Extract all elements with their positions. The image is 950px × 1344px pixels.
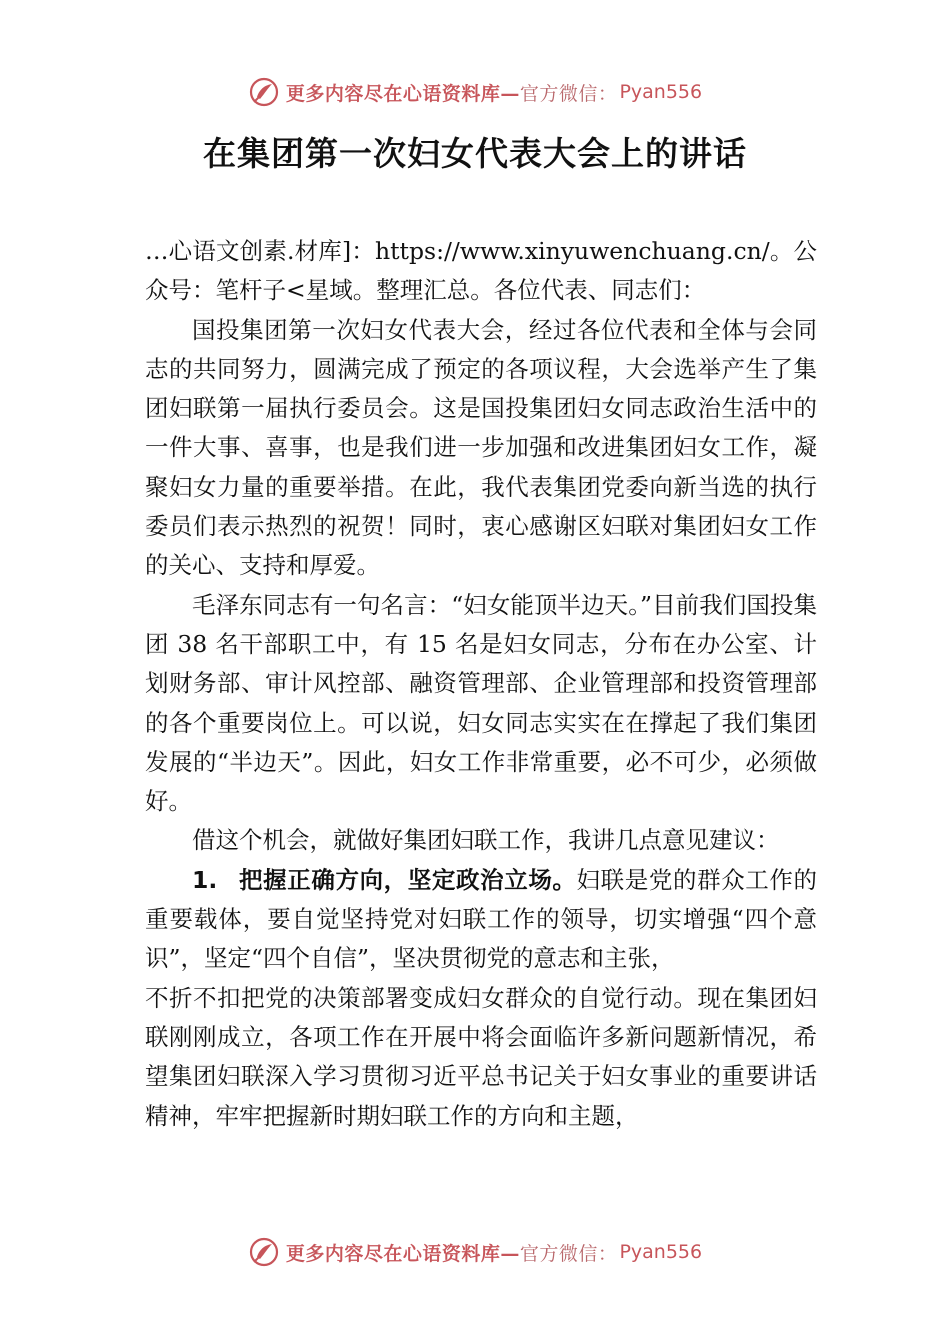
banner-text bbox=[286, 1239, 618, 1266]
paragraph-5: 不折不扣把党的决策部署变成妇女群众的自觉行动。现在集团妇联刚刚成立，各项工作在开展中将会面临许多新问题新情况，希望集团妇联深入学习贯彻习近平总书记关于妇女事业的重要讲话精神，牢牢把握新时期妇联工作的方向和主题， bbox=[145, 983, 817, 1130]
banner-wechat-id: Pyan556 bbox=[619, 1241, 703, 1263]
paragraph-3: 借这个机会，就做好集团妇联工作，我讲几点意见建议： bbox=[192, 826, 780, 855]
document-body bbox=[145, 232, 817, 1136]
header-banner bbox=[0, 72, 950, 112]
banner-slogan: 更多内容尽在心语资料库— bbox=[285, 1242, 520, 1265]
brand-logo-icon bbox=[248, 1236, 280, 1268]
section-number: 1. bbox=[192, 865, 218, 894]
banner-slogan: 更多内容尽在心语资料库— bbox=[285, 82, 520, 105]
section-body: 妇联是党的群众工作的重要载体，要自觉坚持党对妇联工作的领导，切实增强“四个意识”，坚定“四个自信”，坚决贯彻党的意志和主张， bbox=[145, 865, 818, 973]
intro-paragraph: …心语文创素.材库]：https://www.xinyuwenchuang.cn/。公众号：笔杆子<星域。整理汇总。各位代表、同志们： bbox=[145, 237, 817, 305]
paragraph-4 bbox=[145, 861, 817, 979]
page-title: 在集团第一次妇女代表大会上的讲话 bbox=[203, 134, 747, 173]
banner-wechat-label: 官方微信： bbox=[519, 1242, 618, 1265]
paragraph-1: 国投集团第一次妇女代表大会，经过各位代表和全体与会同志的共同努力，圆满完成了预定的各项议程，大会选举产生了集团妇联第一届执行委员会。这是国投集团妇女同志政治生活中的一件大事、喜事，也是我们进一步加强和改进集团妇女工作，凝聚妇女力量的重要举措。在此，我代表集团党委向新当选的执行委员们表示热烈的祝贺！同时，衷心感谢区妇联对集团妇女工作的关心、支持和厚爱。 bbox=[145, 315, 817, 580]
banner-wechat-label: 官方微信： bbox=[519, 82, 618, 105]
banner-wechat-id: Pyan556 bbox=[619, 81, 703, 103]
paragraph-2: 毛泽东同志有一句名言：“妇女能顶半边天。”目前我们国投集团 38 名干部职工中，有 15 名是妇女同志，分布在办公室、计划财务部、审计风控部、融资管理部、企业管理部和投资管理部的各个重要岗位上。可以说，妇女同志实实在在撑起了我们集团发展的“半边天”。因此，妇女工作非常重要，必不可少，必须做好。 bbox=[145, 590, 817, 816]
brand-logo-icon bbox=[248, 76, 280, 108]
banner-text bbox=[286, 79, 618, 106]
footer-banner bbox=[0, 1232, 950, 1272]
section-heading: 把握正确方向，坚定政治立场。 bbox=[238, 865, 577, 894]
